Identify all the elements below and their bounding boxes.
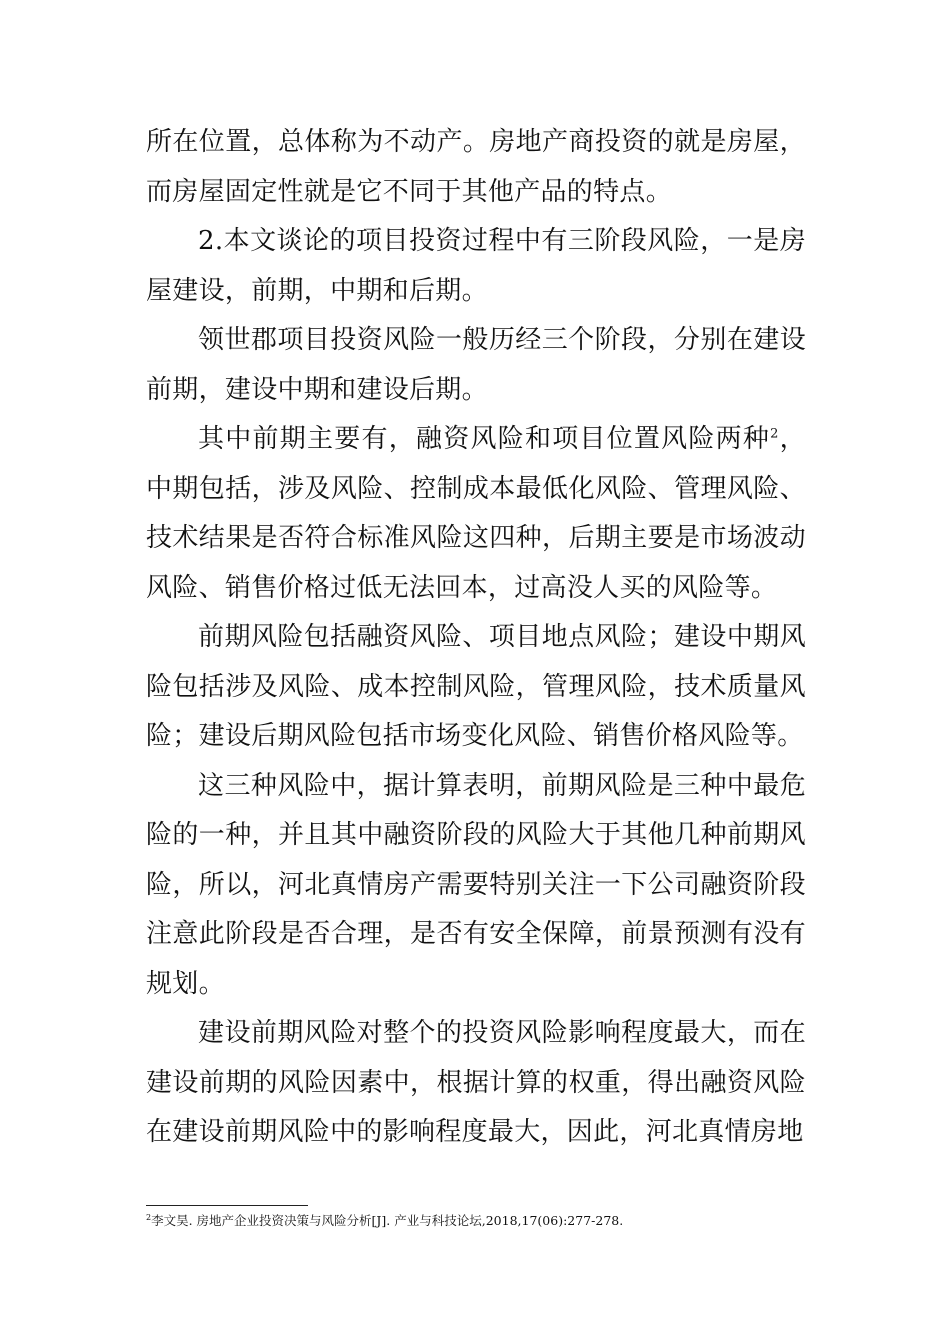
paragraph-stage-risks [146, 415, 806, 613]
footnote [146, 1213, 806, 1229]
paragraph-text-after-ref: ，中期包括，涉及风险、控制成本最低化风险、管理风险、技术结果是否符合标准风险这四种，后期主要是市场波动风险、销售价格过低无法回本，过高没人买的风险等。 [146, 424, 806, 603]
paragraph-financing-risk: 建设前期风险对整个的投资风险影响程度最大，而在建设前期的风险因素中，根据计算的权重，得出融资风险在建设前期风险中的影响程度最大，因此，河北真情房地 [146, 1018, 806, 1147]
footnote-marker: 2 [146, 1212, 152, 1222]
paragraph-point-2: 2.本文谈论的项目投资过程中有三阶段风险，一是房屋建设，前期，中期和后期。 [146, 226, 806, 306]
paragraph-continued: 所在位置，总体称为不动产。房地产商投资的就是房屋，而房屋固定性就是它不同于其他产品的特点。 [146, 127, 806, 207]
footnote-reference[interactable]: 2 [770, 426, 779, 442]
footnote-text: 李文昊. 房地产企业投资决策与风险分析[J]. 产业与科技论坛,2018,17(06):277-278. [151, 1213, 624, 1228]
body-text [146, 118, 806, 1158]
paragraph-risk-categories: 前期风险包括融资风险、项目地点风险；建设中期风险包括涉及风险、成本控制风险，管理风险，技术质量风险；建设后期风险包括市场变化风险、销售价格风险等。 [146, 622, 806, 751]
paragraph-project-stages: 领世郡项目投资风险一般历经三个阶段，分别在建设前期，建设中期和建设后期。 [146, 325, 806, 405]
paragraph-risk-comparison: 这三种风险中，据计算表明，前期风险是三种中最危险的一种，并且其中融资阶段的风险大于其他几种前期风险，所以，河北真情房产需要特别关注一下公司融资阶段注意此阶段是否合理，是否有安全保障，前景预测有没有规划。 [146, 770, 806, 999]
paragraph-text-before-ref: 其中前期主要有，融资风险和项目位置风险两种 [198, 424, 771, 454]
footnote-separator [146, 1205, 308, 1206]
